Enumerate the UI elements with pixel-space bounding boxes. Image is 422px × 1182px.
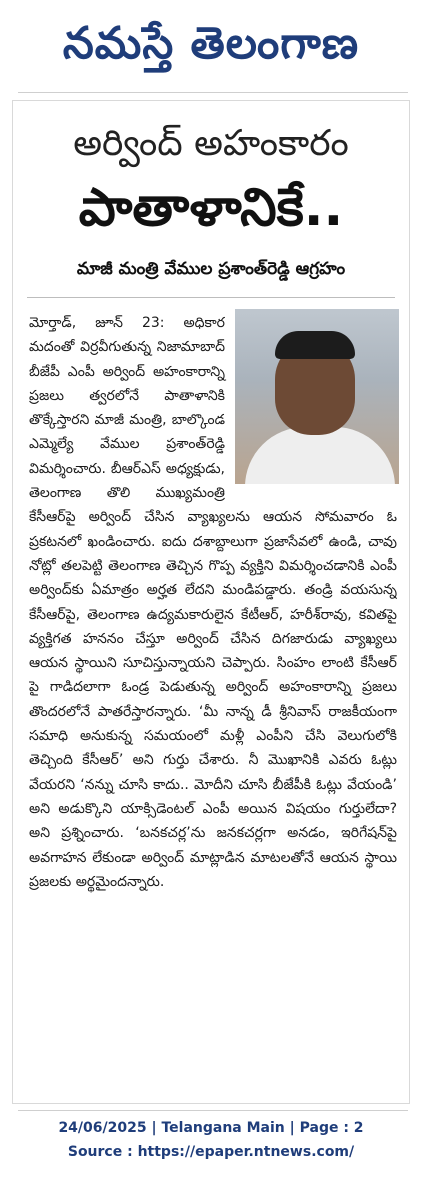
article-body-text: మోర్తాడ్, జూన్ 23: అధికార మదంతో విర్రవీగుతున్న నిజామాబాద్ బీజేపీ ఎంపీ అర్వింద్ అహంకారాన్ని ప్రజలు త్వరలోనే పాతాళానికి తొక్కేస్తారని మాజీ మంత్రి, బాల్కొండ ఎమ్మెల్యే వేముల ప్రశాంత్‌రెడ్డి విమర్శించారు. బీఆర్‌ఎస్ అధ్యక్షుడు, తెలంగాణ తొలి ముఖ్యమంత్రి కేసీఆర్‌పై అర్వింద్ చేసిన వ్యాఖ్యలను ఆయన సోమవారం ఓ ప్రకటనలో ఖండించారు. ఐదు దశాబ్దాలుగా ప్రజాసేవలో ఉండి, చావు నోట్లో తలపెట్టి తెలంగాణ తెచ్చిన గొప్ప వ్యక్తిని విమర్శించడానికి ఎంపీ అర్వింద్‌కు ఏమాత్రం అర్హత లేదని మండిపడ్డారు. తండ్రి వయసున్న కేసీఆర్‌పై, తెలంగాణ ఉద్యమకారులైన కేటీఆర్, హరీశ్‌రావు, కవితపై వ్యక్తిగత హననం చేస్తూ అర్వింద్ చేసిన దిగజారుడు వ్యాఖ్యలు ఆయన స్థాయిని సూచిస్తున్నాయని చెప్పారు. సింహం లాంటి కేసీఆర్ పై గాడిదలాగా ఓండ్ర పెడుతున్న అర్వింద్ అహంకారాన్ని ప్రజలు తొందరలోనే పాతరేస్తారన్నారు. ‘మీ నాన్న డీ శ్రీనివాస్ రాజకీయంగా సమాధి అనుకున్న సమయంలో మళ్లీ ఎంపీని చేసి వెలుగులోకి తెచ్చింది కేసీఆర్’ అని గుర్తు చేశారు. నీ మొఖానికి ఎవరు ఓట్లు వేయరని ‘నన్ను చూసి కాదు.. మోదీని చూసి బీజేపీకి ఓట్లు వేయండి’ అని అడుక్కొని యాక్సిడెంటల్ ఎంపీ అయిన విషయం గుర్తులేదా? అని ప్రశ్నించారు. ‘బనకచర్ల’ను జనకచర్లగా అనడం, ఇరిగేషన్‌పై అవగాహన లేకుండా అర్వింద్ మాట్లాడిన మాటలతోనే ఆయన స్థాయి ప్రజలకు అర్థమైందన్నారు. — [29, 315, 397, 890]
source-link[interactable]: Source : https://epaper.ntnews.com/ — [67, 1144, 355, 1160]
subheadline: మాజీ మంత్రి వేముల ప్రశాంత్‌రెడ్డి ఆగ్రహం — [76, 259, 346, 279]
headline-line-2: పాతాళానికే.. — [78, 178, 344, 238]
photo-wrap-spacer — [225, 311, 397, 487]
edition-info: 24/06/2025 | Telangana Main | Page : 2 — [58, 1120, 364, 1136]
headline-divider — [27, 297, 395, 298]
article-body — [29, 311, 397, 1091]
article-clipping — [12, 100, 410, 1104]
masthead-divider — [18, 92, 408, 93]
footer-divider — [18, 1110, 408, 1111]
headline-line-1: అర్వింద్ అహంకారం — [73, 123, 349, 164]
masthead-logo: నమస్తే తెలంగాణ — [62, 18, 360, 69]
